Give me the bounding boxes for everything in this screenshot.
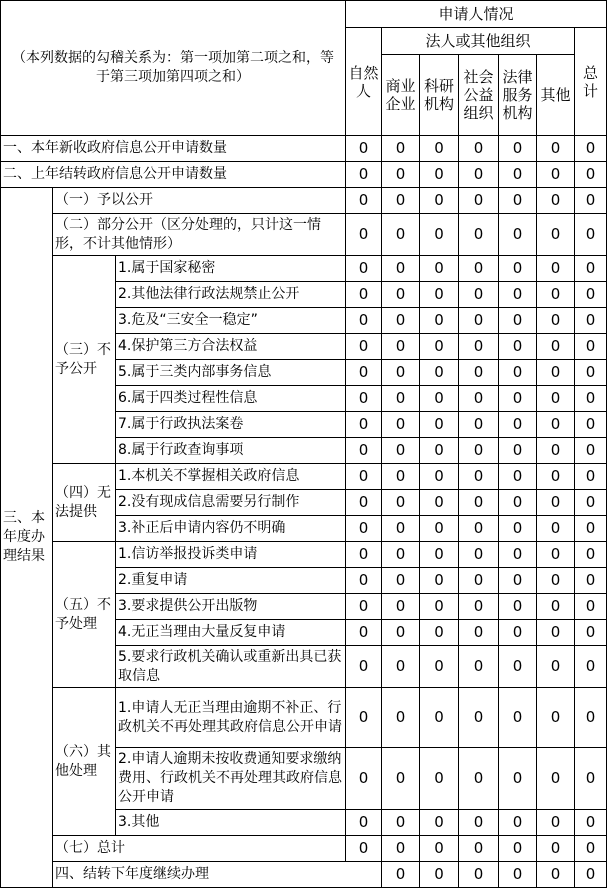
value-cell: 0 bbox=[346, 594, 382, 620]
results-section-label: 三、本年度办理结果 bbox=[1, 188, 53, 888]
value-cell: 0 bbox=[346, 256, 382, 282]
value-cell: 0 bbox=[382, 810, 420, 836]
value-cell: 0 bbox=[575, 438, 607, 464]
value-cell: 0 bbox=[346, 542, 382, 568]
value-cell: 0 bbox=[537, 542, 575, 568]
value-cell: 0 bbox=[420, 282, 459, 308]
commercial-enterprise-header: 商业企业 bbox=[382, 55, 420, 136]
value-cell: 0 bbox=[575, 516, 607, 542]
legal-service-org-header: 法律服务机构 bbox=[499, 55, 537, 136]
value-cell: 0 bbox=[537, 620, 575, 646]
value-cell: 0 bbox=[537, 862, 575, 888]
value-cell: 0 bbox=[346, 810, 382, 836]
value-cell: 0 bbox=[499, 438, 537, 464]
item-label: 2.申请人逾期未按收费通知要求缴纳费用、行政机关不再处理其政府信息公开申请 bbox=[116, 748, 346, 810]
table-row bbox=[1, 136, 607, 162]
value-cell: 0 bbox=[575, 256, 607, 282]
not-disclosed-group-label: （三）不予公开 bbox=[53, 256, 116, 464]
value-cell: 0 bbox=[499, 594, 537, 620]
value-cell: 0 bbox=[382, 282, 420, 308]
value-cell: 0 bbox=[575, 490, 607, 516]
value-cell: 0 bbox=[420, 438, 459, 464]
value-cell: 0 bbox=[575, 688, 607, 748]
value-cell: 0 bbox=[420, 490, 459, 516]
value-cell: 0 bbox=[382, 308, 420, 334]
table-row bbox=[1, 862, 607, 888]
item-label: 1.属于国家秘密 bbox=[116, 256, 346, 282]
value-cell: 0 bbox=[382, 688, 420, 748]
value-cell: 0 bbox=[420, 464, 459, 490]
research-institution-header: 科研机构 bbox=[420, 55, 459, 136]
value-cell: 0 bbox=[499, 620, 537, 646]
value-cell: 0 bbox=[537, 646, 575, 688]
value-cell: 0 bbox=[459, 214, 499, 256]
value-cell: 0 bbox=[537, 438, 575, 464]
value-cell: 0 bbox=[346, 490, 382, 516]
value-cell: 0 bbox=[537, 810, 575, 836]
header-note: （本列数据的勾稽关系为：第一项加第二项之和，等于第三项加第四项之和） bbox=[1, 1, 346, 136]
value-cell: 0 bbox=[499, 646, 537, 688]
value-cell: 0 bbox=[459, 464, 499, 490]
value-cell: 0 bbox=[459, 688, 499, 748]
item-label: 6.属于四类过程性信息 bbox=[116, 386, 346, 412]
item-label: 5.要求行政机关确认或重新出具已获取信息 bbox=[116, 646, 346, 688]
value-cell: 0 bbox=[499, 360, 537, 386]
value-cell: 0 bbox=[420, 862, 459, 888]
value-cell: 0 bbox=[382, 256, 420, 282]
value-cell: 0 bbox=[420, 516, 459, 542]
value-cell: 0 bbox=[420, 836, 459, 862]
value-cell: 0 bbox=[499, 412, 537, 438]
results-total-label: （七）总计 bbox=[53, 836, 346, 862]
value-cell: 0 bbox=[346, 464, 382, 490]
value-cell: 0 bbox=[382, 542, 420, 568]
value-cell: 0 bbox=[575, 282, 607, 308]
value-cell: 0 bbox=[346, 516, 382, 542]
value-cell: 0 bbox=[346, 688, 382, 748]
table-row bbox=[1, 214, 607, 256]
value-cell: 0 bbox=[575, 386, 607, 412]
item-label: 5.属于三类内部事务信息 bbox=[116, 360, 346, 386]
value-cell: 0 bbox=[499, 748, 537, 810]
value-cell: 0 bbox=[346, 438, 382, 464]
value-cell: 0 bbox=[459, 646, 499, 688]
value-cell: 0 bbox=[420, 360, 459, 386]
new-requests-label: 一、本年新收政府信息公开申请数量 bbox=[1, 136, 346, 162]
value-cell: 0 bbox=[575, 162, 607, 188]
item-label: 2.其他法律行政法规禁止公开 bbox=[116, 282, 346, 308]
item-label: 4.保护第三方合法权益 bbox=[116, 334, 346, 360]
value-cell: 0 bbox=[420, 688, 459, 748]
value-cell: 0 bbox=[420, 568, 459, 594]
value-cell: 0 bbox=[459, 516, 499, 542]
value-cell: 0 bbox=[459, 412, 499, 438]
value-cell: 0 bbox=[575, 188, 607, 214]
value-cell: 0 bbox=[382, 162, 420, 188]
item-label: 3.其他 bbox=[116, 810, 346, 836]
value-cell: 0 bbox=[575, 594, 607, 620]
applicant-status-header: 申请人情况 bbox=[346, 1, 607, 28]
value-cell: 0 bbox=[537, 464, 575, 490]
value-cell: 0 bbox=[575, 136, 607, 162]
value-cell: 0 bbox=[382, 836, 420, 862]
value-cell: 0 bbox=[420, 308, 459, 334]
other-handling-group-label: （六）其他处理 bbox=[53, 688, 116, 836]
item-label: 4.无正当理由大量反复申请 bbox=[116, 620, 346, 646]
value-cell: 0 bbox=[382, 188, 420, 214]
value-cell: 0 bbox=[575, 308, 607, 334]
value-cell: 0 bbox=[459, 308, 499, 334]
value-cell: 0 bbox=[499, 386, 537, 412]
value-cell: 0 bbox=[537, 516, 575, 542]
value-cell: 0 bbox=[382, 214, 420, 256]
value-cell: 0 bbox=[346, 334, 382, 360]
value-cell: 0 bbox=[537, 412, 575, 438]
value-cell: 0 bbox=[459, 188, 499, 214]
item-label: 8.属于行政查询事项 bbox=[116, 438, 346, 464]
value-cell: 0 bbox=[537, 360, 575, 386]
value-cell: 0 bbox=[499, 490, 537, 516]
value-cell: 0 bbox=[382, 594, 420, 620]
value-cell: 0 bbox=[499, 542, 537, 568]
value-cell: 0 bbox=[537, 748, 575, 810]
partial-disclosure-label: （二）部分公开（区分处理的，只计这一情形，不计其他情形） bbox=[53, 214, 346, 256]
value-cell: 0 bbox=[346, 568, 382, 594]
value-cell: 0 bbox=[575, 748, 607, 810]
value-cell: 0 bbox=[382, 620, 420, 646]
value-cell: 0 bbox=[382, 748, 420, 810]
value-cell: 0 bbox=[382, 412, 420, 438]
value-cell: 0 bbox=[499, 688, 537, 748]
other-org-header: 其他 bbox=[537, 55, 575, 136]
value-cell: 0 bbox=[499, 334, 537, 360]
value-cell: 0 bbox=[459, 162, 499, 188]
value-cell: 0 bbox=[537, 568, 575, 594]
value-cell: 0 bbox=[499, 516, 537, 542]
value-cell: 0 bbox=[346, 386, 382, 412]
value-cell: 0 bbox=[459, 360, 499, 386]
value-cell: 0 bbox=[459, 748, 499, 810]
value-cell: 0 bbox=[459, 594, 499, 620]
value-cell: 0 bbox=[459, 256, 499, 282]
value-cell: 0 bbox=[420, 162, 459, 188]
item-label: 1.申请人无正当理由逾期不补正、行政机关不再处理其政府信息公开申请 bbox=[116, 688, 346, 748]
value-cell: 0 bbox=[575, 836, 607, 862]
value-cell: 0 bbox=[382, 516, 420, 542]
value-cell: 0 bbox=[346, 646, 382, 688]
value-cell: 0 bbox=[459, 282, 499, 308]
value-cell: 0 bbox=[537, 836, 575, 862]
value-cell: 0 bbox=[420, 188, 459, 214]
value-cell: 0 bbox=[420, 748, 459, 810]
value-cell: 0 bbox=[537, 136, 575, 162]
value-cell: 0 bbox=[459, 438, 499, 464]
value-cell: 0 bbox=[459, 862, 499, 888]
value-cell: 0 bbox=[499, 836, 537, 862]
table-row bbox=[1, 464, 607, 490]
value-cell: 0 bbox=[346, 162, 382, 188]
value-cell: 0 bbox=[420, 542, 459, 568]
value-cell: 0 bbox=[346, 308, 382, 334]
value-cell: 0 bbox=[420, 646, 459, 688]
value-cell: 0 bbox=[459, 836, 499, 862]
value-cell: 0 bbox=[575, 412, 607, 438]
value-cell: 0 bbox=[575, 360, 607, 386]
value-cell: 0 bbox=[420, 386, 459, 412]
value-cell: 0 bbox=[537, 188, 575, 214]
value-cell: 0 bbox=[537, 490, 575, 516]
value-cell: 0 bbox=[537, 162, 575, 188]
value-cell: 0 bbox=[420, 334, 459, 360]
value-cell: 0 bbox=[420, 136, 459, 162]
value-cell: 0 bbox=[575, 464, 607, 490]
value-cell: 0 bbox=[420, 620, 459, 646]
social-welfare-org-header: 社会公益组织 bbox=[459, 55, 499, 136]
table-row bbox=[1, 688, 607, 748]
value-cell: 0 bbox=[537, 688, 575, 748]
value-cell: 0 bbox=[346, 282, 382, 308]
value-cell: 0 bbox=[537, 256, 575, 282]
value-cell: 0 bbox=[575, 620, 607, 646]
value-cell: 0 bbox=[382, 490, 420, 516]
table-row bbox=[1, 542, 607, 568]
value-cell: 0 bbox=[459, 334, 499, 360]
value-cell: 0 bbox=[346, 836, 382, 862]
value-cell: 0 bbox=[382, 568, 420, 594]
value-cell: 0 bbox=[346, 360, 382, 386]
value-cell: 0 bbox=[346, 620, 382, 646]
item-label: 1.本机关不掌握相关政府信息 bbox=[116, 464, 346, 490]
value-cell: 0 bbox=[459, 620, 499, 646]
value-cell: 0 bbox=[459, 490, 499, 516]
value-cell: 0 bbox=[575, 862, 607, 888]
value-cell: 0 bbox=[346, 188, 382, 214]
value-cell: 0 bbox=[499, 162, 537, 188]
value-cell: 0 bbox=[499, 214, 537, 256]
item-label: 2.没有现成信息需要另行制作 bbox=[116, 490, 346, 516]
value-cell: 0 bbox=[382, 386, 420, 412]
value-cell: 0 bbox=[537, 594, 575, 620]
item-label: 3.补正后申请内容仍不明确 bbox=[116, 516, 346, 542]
table-row bbox=[1, 162, 607, 188]
table-row bbox=[1, 256, 607, 282]
value-cell: 0 bbox=[499, 136, 537, 162]
value-cell: 0 bbox=[575, 214, 607, 256]
value-cell: 0 bbox=[459, 386, 499, 412]
item-label: 3.要求提供公开出版物 bbox=[116, 594, 346, 620]
value-cell: 0 bbox=[499, 464, 537, 490]
value-cell: 0 bbox=[575, 334, 607, 360]
value-cell: 0 bbox=[420, 214, 459, 256]
value-cell: 0 bbox=[382, 646, 420, 688]
value-cell: 0 bbox=[346, 214, 382, 256]
value-cell: 0 bbox=[420, 594, 459, 620]
value-cell: 0 bbox=[499, 308, 537, 334]
value-cell: 0 bbox=[499, 282, 537, 308]
unable-to-provide-group-label: （四）无法提供 bbox=[53, 464, 116, 542]
not-processed-group-label: （五）不予处理 bbox=[53, 542, 116, 688]
value-cell: 0 bbox=[499, 568, 537, 594]
value-cell: 0 bbox=[537, 334, 575, 360]
item-label: 7.属于行政执法案卷 bbox=[116, 412, 346, 438]
value-cell: 0 bbox=[420, 412, 459, 438]
value-cell: 0 bbox=[499, 256, 537, 282]
value-cell: 0 bbox=[382, 334, 420, 360]
value-cell: 0 bbox=[382, 464, 420, 490]
value-cell: 0 bbox=[575, 542, 607, 568]
value-cell: 0 bbox=[537, 386, 575, 412]
value-cell: 0 bbox=[459, 136, 499, 162]
value-cell: 0 bbox=[382, 136, 420, 162]
value-cell: 0 bbox=[346, 136, 382, 162]
value-cell: 0 bbox=[459, 568, 499, 594]
item-label: 1.信访举报投诉类申请 bbox=[116, 542, 346, 568]
carried-requests-label: 二、上年结转政府信息公开申请数量 bbox=[1, 162, 346, 188]
value-cell: 0 bbox=[459, 810, 499, 836]
value-cell: 0 bbox=[499, 862, 537, 888]
value-cell: 0 bbox=[382, 862, 420, 888]
value-cell: 0 bbox=[499, 810, 537, 836]
value-cell: 0 bbox=[575, 568, 607, 594]
carry-forward-label: 四、结转下年度继续办理 bbox=[53, 862, 382, 888]
value-cell: 0 bbox=[346, 748, 382, 810]
value-cell: 0 bbox=[346, 412, 382, 438]
value-cell: 0 bbox=[459, 542, 499, 568]
value-cell: 0 bbox=[575, 810, 607, 836]
value-cell: 0 bbox=[382, 438, 420, 464]
total-header: 总计 bbox=[575, 28, 607, 136]
natural-person-header: 自然人 bbox=[346, 28, 382, 136]
value-cell: 0 bbox=[420, 810, 459, 836]
value-cell: 0 bbox=[499, 188, 537, 214]
value-cell: 0 bbox=[537, 282, 575, 308]
value-cell: 0 bbox=[537, 308, 575, 334]
table-row bbox=[1, 188, 607, 214]
legal-person-group-header: 法人或其他组织 bbox=[382, 28, 575, 55]
value-cell: 0 bbox=[537, 214, 575, 256]
item-label: 2.重复申请 bbox=[116, 568, 346, 594]
value-cell: 0 bbox=[575, 646, 607, 688]
item-label: 3.危及“三安全一稳定” bbox=[116, 308, 346, 334]
disclosed-label: （一）予以公开 bbox=[53, 188, 346, 214]
table-row bbox=[1, 836, 607, 862]
value-cell: 0 bbox=[420, 256, 459, 282]
value-cell: 0 bbox=[382, 360, 420, 386]
